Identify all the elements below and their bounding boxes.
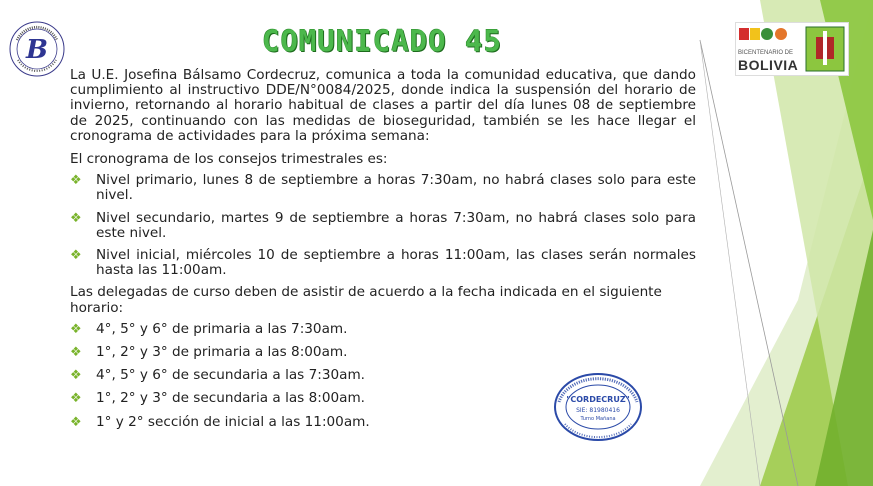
list-item: ❖ 4°, 5° y 6° de secundaria a las 7:30am.	[70, 367, 366, 384]
intro-paragraph: La U.E. Josefina Bálsamo Cordecruz, comunica a toda la comunidad educativa, que dando cumplimiento al instructivo DDE/N°0084/2025, donde indica la suspensión del horario de invierno, retornando al horario habitual de clases a partir del día lunes 08 de septiembre de 2025, continuando con las medidas de bioseguridad, también se les hace llegar el cronograma de actividades para la próxima semana:	[70, 67, 696, 144]
diamond-bullet-icon: ❖	[70, 248, 82, 264]
list-item: ❖ Nivel secundario, martes 9 de septiembre a horas 7:30am, no habrá clases solo para este nivel.	[70, 209, 696, 241]
bicentenario-logo	[735, 22, 849, 76]
school-stamp	[553, 372, 643, 442]
consejos-list	[70, 173, 696, 278]
delegadas-heading: Las delegadas de curso deben de asistir de acuerdo a la fecha indicada en el siguiente horario:	[70, 284, 662, 316]
list-item: ❖ 1°, 2° y 3° de primaria a las 8:00am.	[70, 344, 348, 361]
diamond-bullet-icon: ❖	[70, 345, 82, 361]
svg-text:B: B	[26, 35, 48, 65]
diamond-bullet-icon: ❖	[70, 210, 82, 226]
cronograma-heading: El cronograma de los consejos trimestrales es:	[70, 151, 388, 168]
diamond-bullet-icon: ❖	[70, 414, 82, 430]
list-item: ❖ 1°, 2° y 3° de secundaria a las 8:00am.	[70, 390, 366, 407]
diamond-bullet-icon: ❖	[70, 321, 82, 337]
list-item: ❖ Nivel primario, lunes 8 de septiembre a horas 7:30am, no habrá clases solo para este nivel.	[70, 172, 696, 204]
list-item: ❖ Nivel inicial, miércoles 10 de septiembre a horas 11:00am, las clases serán normales hasta las 11:00am.	[70, 247, 696, 279]
svg-text:Turno Mañana: Turno Mañana	[580, 416, 616, 422]
svg-text:"CORDECRUZ": "CORDECRUZ"	[566, 395, 630, 404]
bolivia-label: BOLIVIA	[738, 57, 799, 73]
page-title: COMUNICADO 45	[262, 24, 502, 58]
list-item: ❖ 4°, 5° y 6° de primaria a las 7:30am.	[70, 320, 348, 337]
diamond-bullet-icon: ❖	[70, 391, 82, 407]
svg-text:SIE: 81980416: SIE: 81980416	[576, 407, 620, 414]
bicentenario-label: BICENTENARIO DE	[738, 50, 794, 56]
diamond-bullet-icon: ❖	[70, 368, 82, 384]
diamond-bullet-icon: ❖	[70, 173, 82, 189]
school-logo	[8, 20, 66, 78]
list-item: ❖ 1° y 2° sección de inicial a las 11:00am.	[70, 413, 370, 430]
